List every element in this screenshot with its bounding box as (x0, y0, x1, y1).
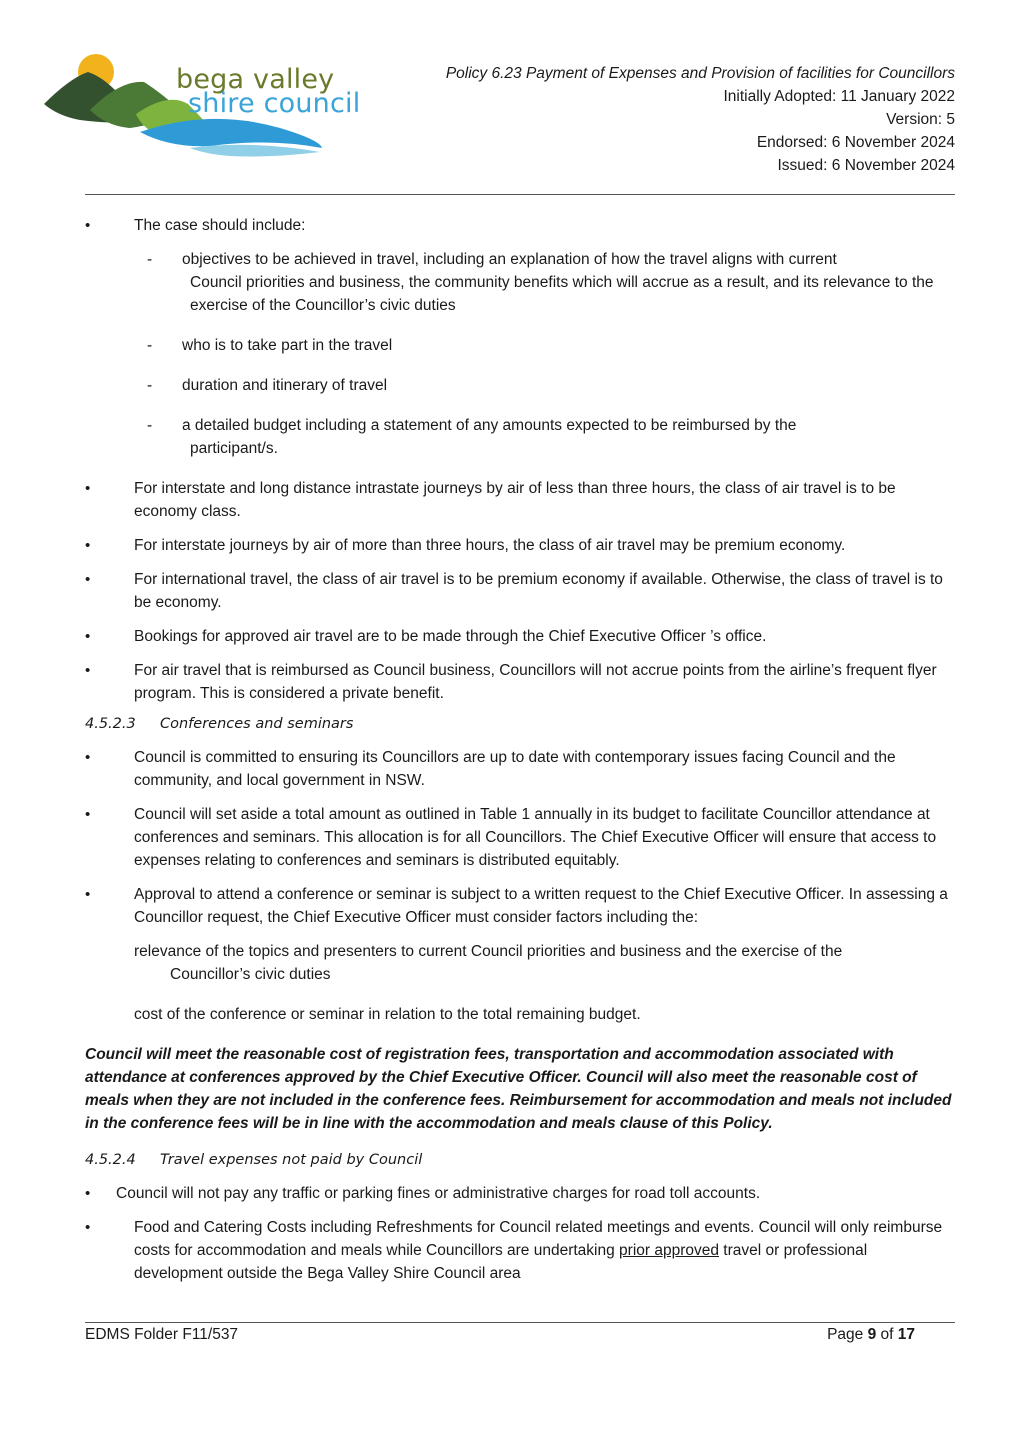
dash-item-text: objectives to be achieved in travel, including an explanation of how the travel aligns with current (182, 251, 837, 268)
endorsed-date: Endorsed: 6 November 2024 (756, 134, 955, 151)
bullet-food-catering (85, 1216, 955, 1285)
dash-item-text: a detailed budget including a statement of any amounts expected to be reimbursed by the (182, 417, 797, 434)
dash-item-objectives (85, 248, 955, 317)
bullet-economy-class: • For interstate and long distance intrastate journeys by air of less than three hours, the class of air travel is to be economy class. (85, 477, 955, 523)
page-label: Page (827, 1326, 868, 1343)
document-header (446, 62, 955, 177)
issued-date: Issued: 6 November 2024 (777, 157, 955, 174)
version: Version: 5 (886, 111, 955, 128)
adopted-date: Initially Adopted: 11 January 2022 (723, 88, 955, 105)
underlined-text: prior approved (619, 1242, 719, 1259)
council-logo (40, 48, 380, 160)
bullet-approval: • Approval to attend a conference or seminar is subject to a written request to the Chief Executive Officer. In assessing a Councillor request, the Chief Executive Officer must consider factors including the: (85, 883, 955, 929)
bullet-budget-allocation: • Council will set aside a total amount as outlined in Table 1 annually in its budget to facilitate Councillor attendance at conferences and seminars. This allocation is for all Councillors. The Chief Executive Officer will ensure that access to expenses relating to conferences and seminars is distributed equitably. (85, 803, 955, 872)
dash-item-text-cont: participant/s. (190, 440, 278, 457)
bullet-bookings: • Bookings for approved air travel are to be made through the Chief Executive Officer ’s office. (85, 625, 955, 648)
footer-divider (85, 1322, 955, 1323)
factor-text-cont: Councillor’s civic duties (170, 966, 331, 983)
current-page: 9 (867, 1326, 877, 1343)
section-title: Conferences and seminars (160, 716, 354, 732)
section-title: Travel expenses not paid by Council (160, 1152, 423, 1168)
bullet-text: Food and Catering Costs including Refreshments for Council related meetings and events. Council will only reimburse costs for accommodation and meals while Councillors are undertaking (134, 1219, 943, 1259)
bold-conference-costs: Council will meet the reasonable cost of registration fees, transportation and accommodation associated with attendance at conferences approved by the Chief Executive Officer. Council will also meet the reasonable cost of meals when they are not included in the conference fees. Reimbursement for accommodation and meals not included in the conference fees will be in line with the accommodation and meals clause of this Policy. (85, 1046, 952, 1132)
section-heading-travel-expenses (85, 1149, 955, 1172)
factor-relevance (134, 940, 955, 986)
dash-item-budget (85, 414, 955, 460)
bullet-fines: • Council will not pay any traffic or parking fines or administrative charges for road toll accounts. (85, 1182, 955, 1205)
dash-item-text-cont: Council priorities and business, the community benefits which will accrue as a result, and its relevance to the exercise of the Councillor’s civic duties (190, 274, 934, 314)
header-divider (85, 194, 955, 195)
dash-item-itinerary: - duration and itinerary of travel (85, 374, 955, 397)
case-dash-list (85, 248, 955, 460)
document-body (85, 214, 955, 1296)
bullet-international: • For international travel, the class of air travel is to be premium economy if available. Otherwise, the class of travel is to be economy. (85, 568, 955, 614)
section-heading-conferences (85, 713, 955, 736)
factor-cost: cost of the conference or seminar in relation to the total remaining budget. (134, 1006, 641, 1023)
bullet-frequent-flyer: • For air travel that is reimbursed as Council business, Councillors will not accrue points from the airline’s frequent flyer program. This is considered a private benefit. (85, 659, 955, 705)
bullet-text-cont: travel or professional development outside the Bega Valley Shire Council area (134, 1242, 868, 1282)
bullet-premium-economy: • For interstate journeys by air of more than three hours, the class of air travel may be premium economy. (85, 534, 955, 557)
section-number: 4.5.2.3 (85, 716, 136, 732)
page-footer (85, 1326, 915, 1344)
policy-title: Policy 6.23 Payment of Expenses and Provision of facilities for Councillors (445, 65, 955, 82)
edms-folder: EDMS Folder F11/537 (85, 1326, 239, 1343)
page-of: of (876, 1326, 898, 1343)
bullet-committed: • Council is committed to ensuring its Councillors are up to date with contemporary issues facing Council and the community, and local government in NSW. (85, 746, 955, 792)
factor-text: relevance of the topics and presenters to current Council priorities and business and the exercise of the (134, 943, 843, 960)
total-pages: 17 (897, 1326, 915, 1343)
dash-item-participants: - who is to take part in the travel (85, 334, 955, 357)
page-number (827, 1326, 915, 1344)
bullet-case-include: • The case should include: (85, 214, 955, 237)
logo-text-bega-valley: bega valley (176, 64, 335, 95)
logo-text-shire-council: shire council (188, 88, 361, 119)
section-number: 4.5.2.4 (85, 1152, 136, 1168)
